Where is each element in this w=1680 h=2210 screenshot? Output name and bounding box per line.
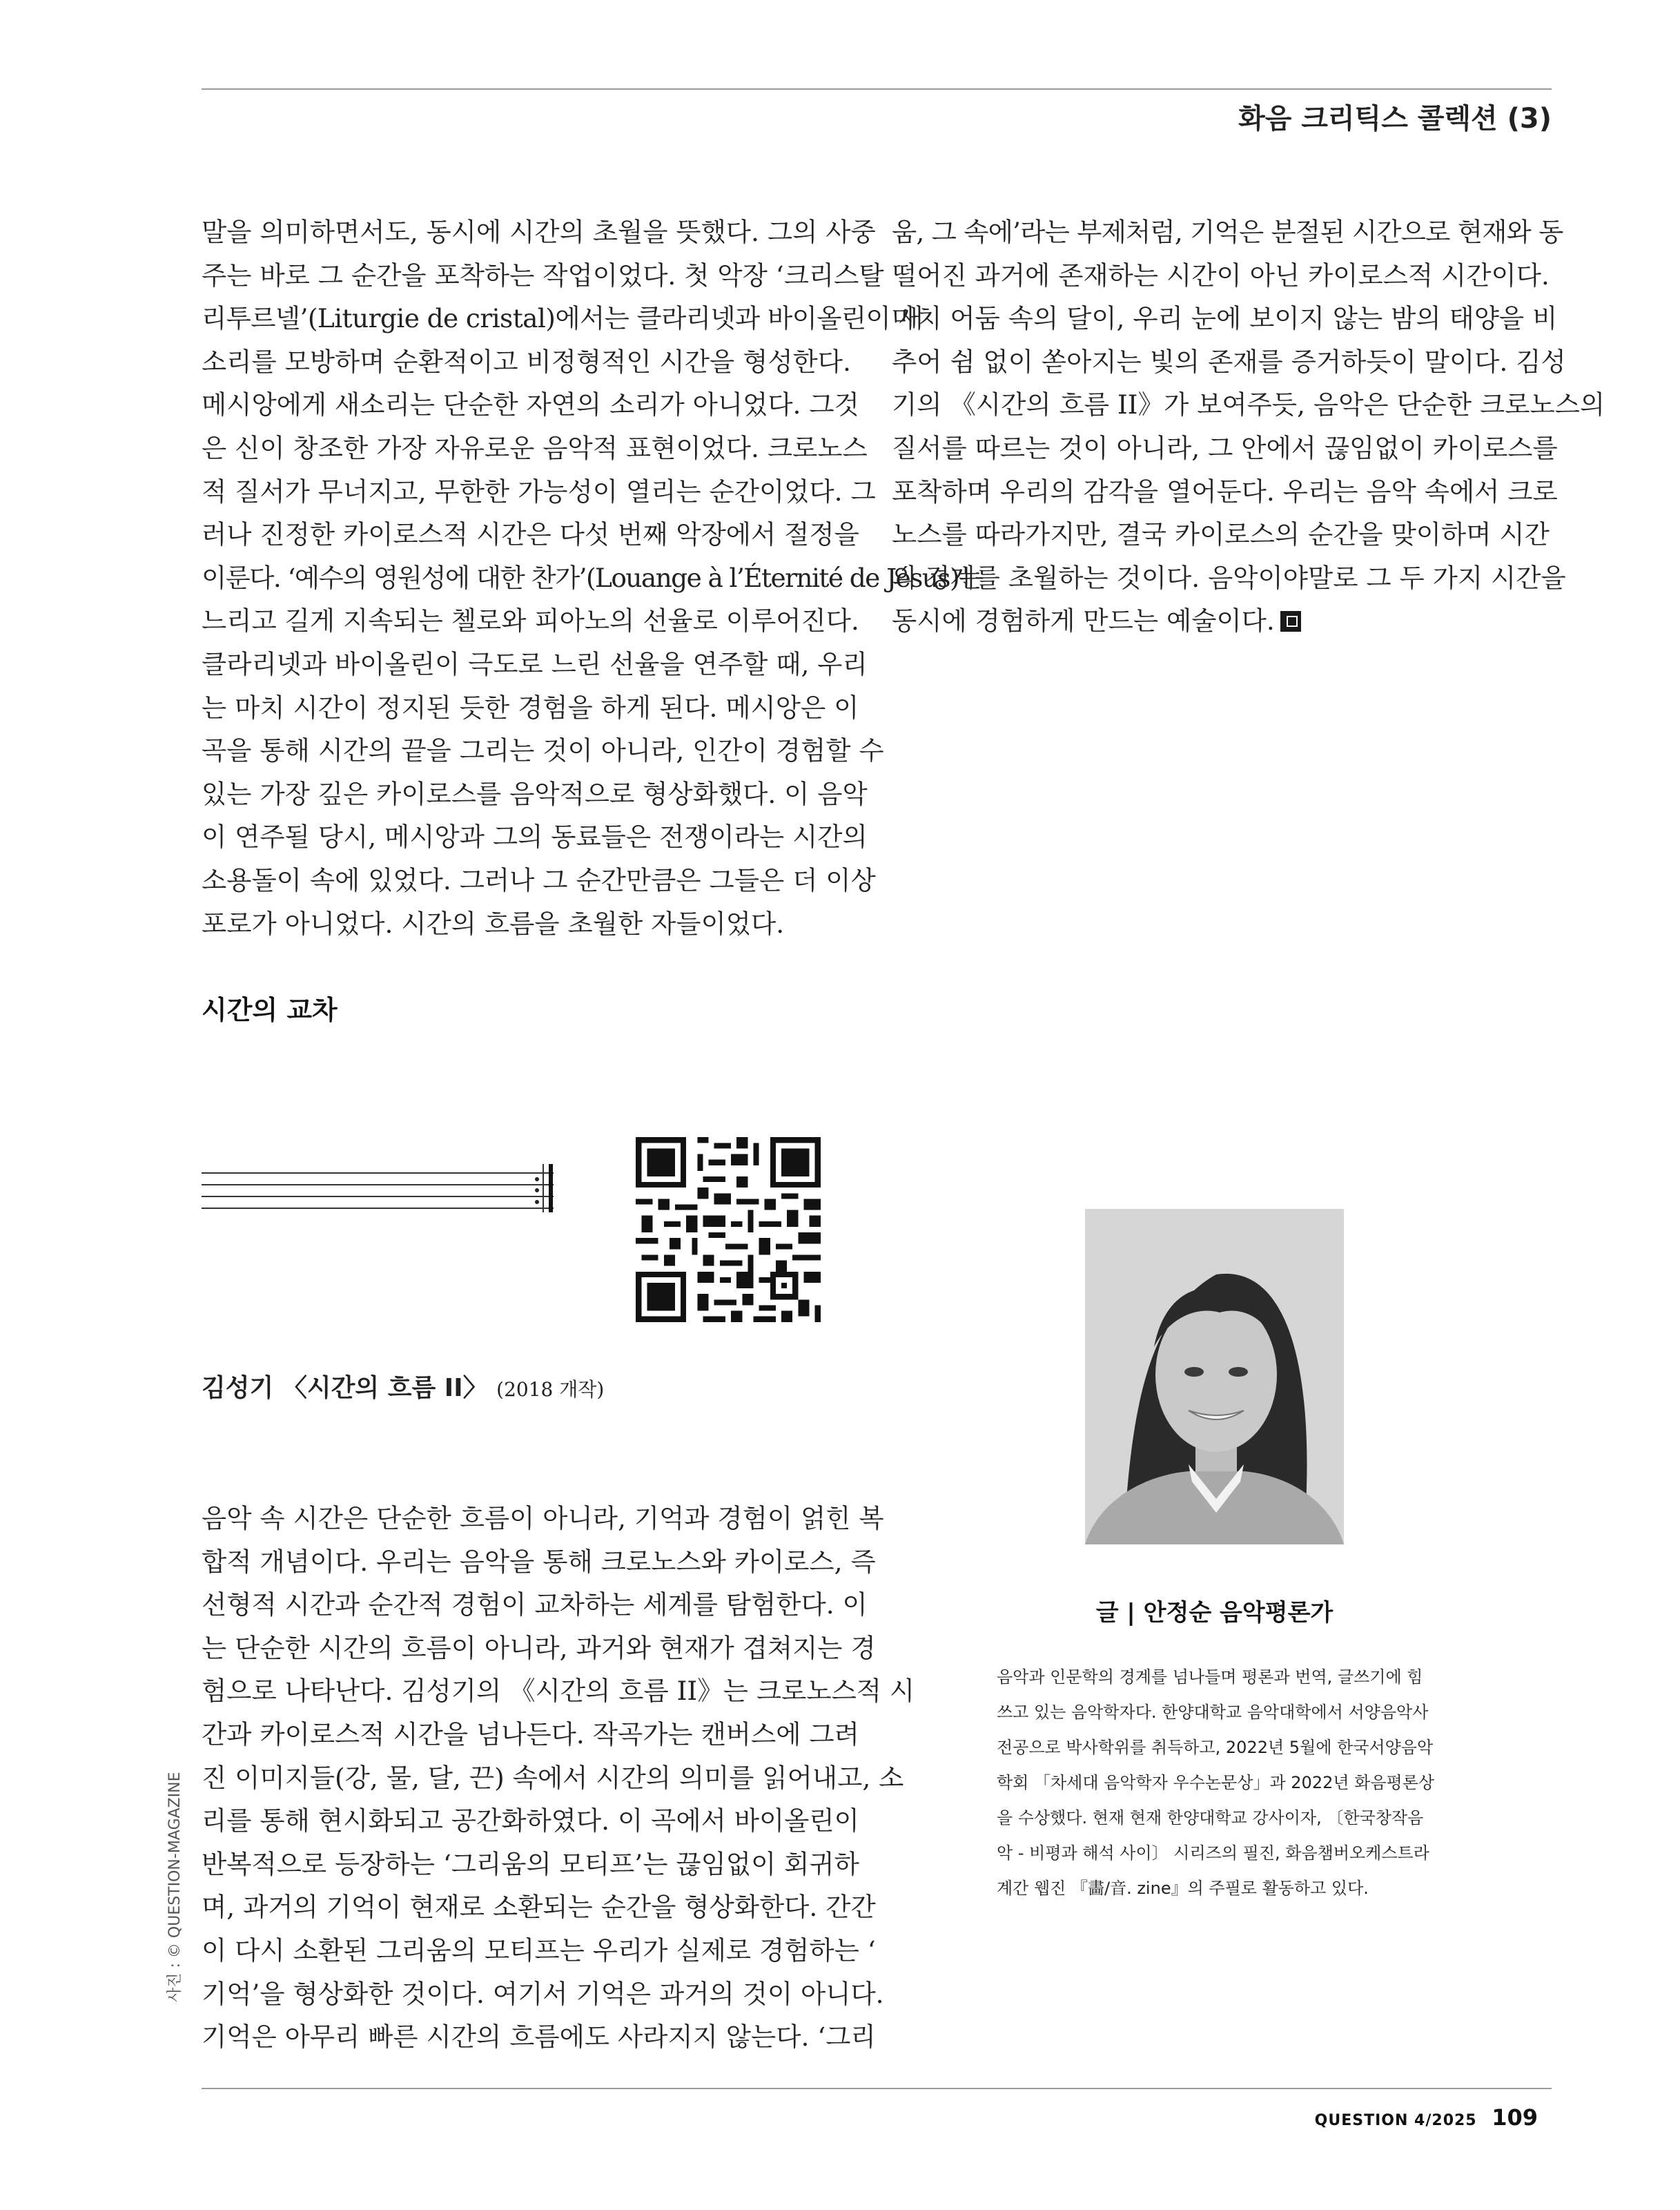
text-line: 주는 바로 그 순간을 포착하는 작업이었다. 첫 악장 ‘크리스탈 — [202, 260, 884, 291]
section-heading: 시간의 교차 — [202, 995, 338, 1025]
photo-credit: 사진 : © QUESTION-MAGAZINE — [166, 1772, 184, 2002]
bio-line: 학회 「차세대 음악학자 우수논문상」과 2022년 화음평론상 — [997, 1773, 1435, 1792]
text-line: 곡을 통해 시간의 끝을 그리는 것이 아니라, 인간이 경험할 수 — [202, 735, 884, 766]
bio-line: 전공으로 박사학위를 취득하고, 2022년 5월에 한국서양음악 — [997, 1738, 1434, 1757]
text-line — [892, 599, 1554, 643]
last-line-text: 동시에 경험하게 만드는 예술이다. — [892, 605, 1275, 637]
text-line: 있는 가장 깊은 카이로스를 음악적으로 형상화했다. 이 음악 — [202, 778, 868, 809]
text-line: 떨어진 과거에 존재하는 시간이 아닌 카이로스적 시간이다. — [892, 260, 1550, 291]
text-line: 마치 어둠 속의 달이, 우리 눈에 보이지 않는 밤의 태양을 비 — [892, 303, 1558, 334]
text-line: 포착하며 우리의 감각을 열어둔다. 우리는 음악 속에서 크로 — [892, 476, 1558, 507]
text-line: 이 연주될 당시, 메시앙과 그의 동료들은 전쟁이라는 시간의 — [202, 822, 868, 853]
bio-line: 을 수상했다. 현재 현재 한양대학교 강사이자, 〔한국창작음 — [997, 1808, 1424, 1828]
text-line: 메시앙에게 새소리는 단순한 자연의 소리가 아니었다. 그것 — [202, 389, 859, 420]
paragraph — [202, 211, 983, 945]
text-line: 기의 《시간의 흐름 II》가 보여주듯, 음악은 단순한 크로노스의 — [892, 389, 1605, 420]
text-line: 노스를 따라가지만, 결국 카이로스의 순간을 맞이하며 시간 — [892, 519, 1550, 550]
text-line: 음악 속 시간은 단순한 흐름이 아니라, 기억과 경험이 얽힌 복 — [202, 1503, 884, 1533]
page-number: 109 — [1492, 2104, 1538, 2131]
text-line: 의 경계를 초월하는 것이다. 음악이야말로 그 두 가지 시간을 — [892, 562, 1566, 593]
qr-code[interactable] — [625, 1126, 832, 1333]
text-line: 기억은 아무리 빠른 시간의 흐름에도 사라지지 않는다. ‘그리 — [202, 2022, 876, 2053]
right-column-top — [892, 211, 1605, 643]
text-line: 느리고 길게 지속되는 첼로와 피아노의 선율로 이루어진다. — [202, 605, 859, 637]
footer-rule — [202, 2088, 1552, 2089]
text-line: 질서를 따르는 것이 아니라, 그 안에서 끊임없이 카이로스를 — [892, 432, 1558, 463]
text-line: 기억’을 형상화한 것이다. 여기서 기억은 과거의 것이 아니다. — [202, 1978, 884, 2009]
text-line: 반복적으로 등장하는 ‘그리움의 모티프’는 끊임없이 회귀하 — [202, 1848, 859, 1879]
text-line: 말을 의미하면서도, 동시에 시간의 초월을 뜻했다. 그의 사중 — [202, 217, 876, 247]
bio-line: 계간 웹진 『畵/音. zine』의 주필로 활동하고 있다. — [997, 1879, 1369, 1898]
article-end-icon — [1280, 611, 1301, 632]
text-line: 러나 진정한 카이로스적 시간은 다섯 번째 악장에서 절정을 — [202, 519, 859, 550]
author-byline: 글 | 안정순 음악평론가 — [1095, 1599, 1334, 1627]
text-line: 클라리넷과 바이올린이 극도로 느린 선율을 연주할 때, 우리 — [202, 648, 868, 679]
running-title: 화음 크리틱스 콜렉션 (3) — [1238, 103, 1552, 135]
page-footer — [1315, 2104, 1538, 2131]
text-line: 합적 개념이다. 우리는 음악을 통해 크로노스와 카이로스, 즉 — [202, 1546, 876, 1577]
score-excerpt-figure — [202, 1164, 560, 1212]
text-line: 는 마치 시간이 정지된 듯한 경험을 하게 된다. 메시앙은 이 — [202, 692, 859, 723]
text-line: 험으로 나타난다. 김성기의 《시간의 흐름 II》는 크로노스적 시 — [202, 1676, 915, 1707]
bio-line: 쓰고 있는 음악학자다. 한양대학교 음악대학에서 서양음악사 — [997, 1703, 1429, 1722]
bio-line: 악 - 비평과 해석 사이〕 시리즈의 필진, 화음챔버오케스트라 — [997, 1843, 1429, 1863]
caption-year: (2018 개작) — [496, 1378, 605, 1401]
caption-title: 김성기 〈시간의 흐름 II〉 — [202, 1374, 488, 1402]
text-line: 소용돌이 속에 있었다. 그러나 그 순간만큼은 그들은 더 이상 — [202, 864, 876, 895]
text-line: 선형적 시간과 순간적 경험이 교차하는 세계를 탐험한다. 이 — [202, 1589, 868, 1620]
text-line: 은 신이 창조한 가장 자유로운 음악적 표현이었다. 크로노스 — [202, 432, 868, 463]
text-line: 추어 쉼 없이 쏟아지는 빛의 존재를 증거하듯이 말이다. 김성 — [892, 346, 1566, 377]
paragraph — [202, 1497, 915, 2059]
figure-caption — [202, 1368, 604, 1404]
paragraph — [892, 211, 1605, 643]
text-line: 간과 카이로스적 시간을 넘나든다. 작곡가는 캔버스에 그려 — [202, 1718, 859, 1749]
text-line: 이 다시 소환된 그리움의 모티프는 우리가 실제로 경험하는 ‘ — [202, 1935, 876, 1966]
author-photo — [1085, 1209, 1344, 1544]
text-line: 이룬다. ‘예수의 영원성에 대한 찬가’(Louange à l’Éternité de Jésus)는 — [202, 562, 983, 593]
text-line: 며, 과거의 기억이 현재로 소환되는 순간을 형상화한다. 간간 — [202, 1892, 876, 1923]
text-line: 포로가 아니었다. 시간의 흐름을 초월한 자들이었다. — [202, 908, 785, 939]
left-column-bottom — [202, 1497, 915, 2059]
text-line: 리투르넬’(Liturgie de cristal)에서는 클라리넷과 바이올린이 새 — [202, 303, 924, 334]
text-line: 소리를 모방하며 순환적이고 비정형적인 시간을 형성한다. — [202, 346, 851, 377]
author-bio — [997, 1660, 1438, 1906]
text-line: 움, 그 속에’라는 부제처럼, 기억은 분절된 시간으로 현재와 동 — [892, 217, 1563, 247]
text-line: 적 질서가 무너지고, 무한한 가능성이 열리는 순간이었다. 그 — [202, 476, 876, 507]
left-column-top — [202, 211, 983, 945]
text-line: 는 단순한 시간의 흐름이 아니라, 과거와 현재가 겹쳐지는 경 — [202, 1632, 876, 1663]
bio-line: 음악과 인문학의 경계를 넘나들며 평론과 번역, 글쓰기에 힘 — [997, 1667, 1423, 1687]
header-rule — [202, 88, 1552, 90]
text-line: 리를 통해 현시화되고 공간화하였다. 이 곡에서 바이올린이 — [202, 1805, 859, 1836]
text-line: 진 이미지들(강, 물, 달, 끈) 속에서 시간의 의미를 읽어내고, 소 — [202, 1762, 904, 1793]
magazine-issue: QUESTION 4/2025 — [1314, 2112, 1477, 2129]
